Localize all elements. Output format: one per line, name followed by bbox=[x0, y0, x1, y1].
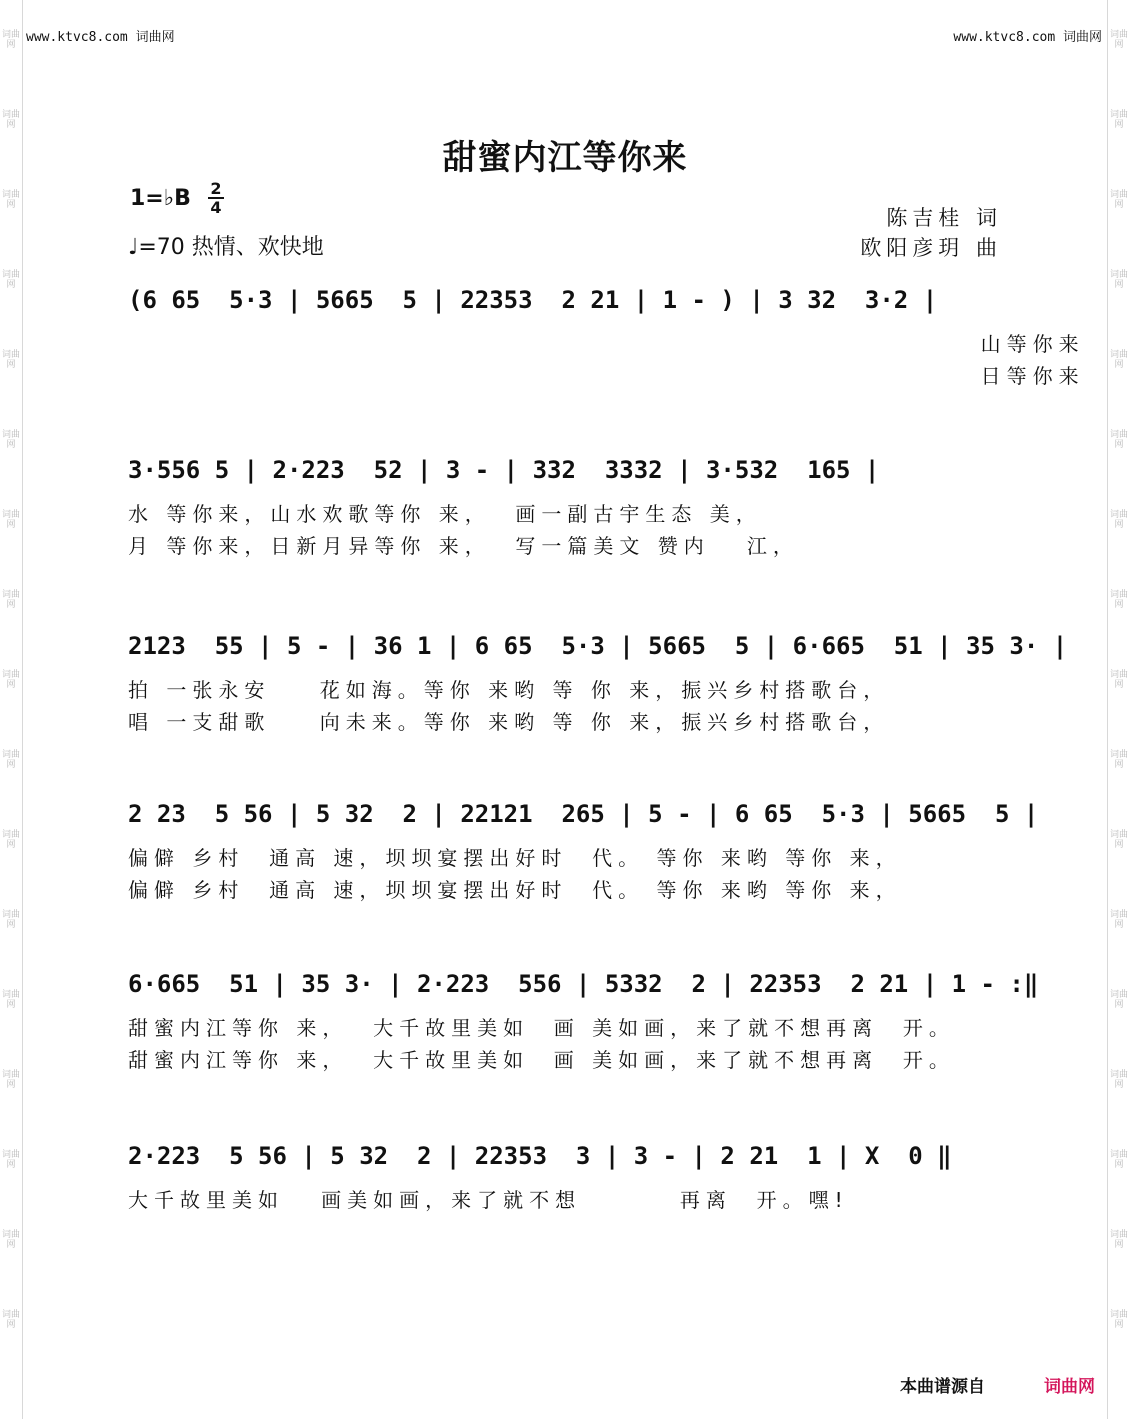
score-system-5 bbox=[128, 970, 1039, 1090]
time-signature bbox=[208, 180, 224, 216]
notation-line: 2123 55 | 5 - | 36 1 | 6 65 5·3 | 5665 5 | 6·665 51 | 35 3· | bbox=[128, 632, 1068, 660]
side-watermark: 词曲网 bbox=[1109, 990, 1128, 1010]
side-watermark: 词曲网 bbox=[1, 430, 20, 450]
tempo-marking: ♩=70 热情、欢快地 bbox=[128, 235, 324, 260]
top-right-watermark: www.ktvc8.com 词曲网 bbox=[953, 30, 1102, 45]
lyrics-verse-1: 水 等你来，山水欢歌等你 来， 画一副古宇生态 美， bbox=[128, 502, 762, 526]
side-watermark: 词曲网 bbox=[1, 1230, 20, 1250]
time-signature-bottom: 4 bbox=[210, 198, 222, 217]
score-system-3 bbox=[128, 632, 1068, 752]
score-system-4 bbox=[128, 800, 1039, 920]
side-watermark: 词曲网 bbox=[1, 670, 20, 690]
side-watermark: 词曲网 bbox=[1, 1070, 20, 1090]
side-watermark: 词曲网 bbox=[1109, 1070, 1128, 1090]
notation-line: 2·223 5 56 | 5 32 2 | 22353 3 | 3 - | 2 21 1 | X 0 ‖ bbox=[128, 1142, 952, 1170]
top-left-watermark: www.ktvc8.com 词曲网 bbox=[26, 30, 175, 45]
lyrics-verse-1: 拍 一张永安 花如海。等你 来哟 等 你 来，振兴乡村搭歌台， bbox=[128, 678, 890, 702]
side-watermark: 词曲网 bbox=[1109, 910, 1128, 930]
side-watermark: 词曲网 bbox=[1, 110, 20, 130]
side-watermark: 词曲网 bbox=[1, 1310, 20, 1330]
notation-line: 2 23 5 56 | 5 32 2 | 22121 265 | 5 - | 6 65 5·3 | 5665 5 | bbox=[128, 800, 1039, 828]
side-watermark: 词曲网 bbox=[1, 350, 20, 370]
lyrics-verse-2: 偏僻 乡村 通高 速，坝坝宴摆出好时 代。 等你 来哟 等你 来， bbox=[128, 878, 902, 902]
side-watermark: 词曲网 bbox=[1109, 830, 1128, 850]
lyricist-credit: 陈吉桂 词 bbox=[886, 206, 1002, 230]
side-watermark: 词曲网 bbox=[1109, 430, 1128, 450]
lyrics-verse-2: 月 等你来，日新月异等你 来， 写一篇美文 赞内 江， bbox=[128, 534, 799, 558]
side-watermark: 词曲网 bbox=[1, 750, 20, 770]
side-watermark: 词曲网 bbox=[1, 990, 20, 1010]
side-watermark: 词曲网 bbox=[1109, 350, 1128, 370]
side-watermark: 词曲网 bbox=[1, 270, 20, 290]
score-system-6 bbox=[128, 1142, 1006, 1262]
lyrics-verse-2: 日等你来 bbox=[128, 364, 1085, 388]
side-watermark: 词曲网 bbox=[1109, 110, 1128, 130]
side-watermark: 词曲网 bbox=[1, 190, 20, 210]
lyrics-verse-2: 唱 一支甜歌 向未来。等你 来哟 等 你 来，振兴乡村搭歌台， bbox=[128, 710, 890, 734]
side-watermark: 词曲网 bbox=[1, 910, 20, 930]
lyrics-verse-1: 甜蜜内江等你 来， 大千故里美如 画 美如画，来了就不想再离 开。 bbox=[128, 1016, 955, 1040]
side-watermark: 词曲网 bbox=[1109, 1310, 1128, 1330]
side-watermark: 词曲网 bbox=[1109, 510, 1128, 530]
lyrics-verse-1: 偏僻 乡村 通高 速，坝坝宴摆出好时 代。 等你 来哟 等你 来， bbox=[128, 846, 902, 870]
notation-line: (6 65 5·3 | 5665 5 | 22353 2 21 | 1 - ) | 3 32 3·2 | bbox=[128, 286, 938, 314]
side-watermark: 词曲网 bbox=[1109, 1230, 1128, 1250]
side-watermark: 词曲网 bbox=[1, 830, 20, 850]
notation-line: 6·665 51 | 35 3· | 2·223 556 | 5332 2 | 22353 2 21 | 1 - :‖ bbox=[128, 970, 1039, 998]
side-watermark: 词曲网 bbox=[1109, 190, 1128, 210]
side-watermark: 词曲网 bbox=[1109, 750, 1128, 770]
footer-site-link[interactable]: 词曲网 bbox=[1044, 1377, 1095, 1397]
notation-line: 3·556 5 | 2·223 52 | 3 - | 332 3332 | 3·532 165 | bbox=[128, 456, 880, 484]
side-watermark: 词曲网 bbox=[1109, 30, 1128, 50]
side-watermark: 词曲网 bbox=[1, 1150, 20, 1170]
side-watermark: 词曲网 bbox=[1, 510, 20, 530]
left-watermark-strip bbox=[0, 0, 23, 1419]
key-signature: 1=♭B bbox=[130, 186, 191, 211]
side-watermark: 词曲网 bbox=[1109, 670, 1128, 690]
song-title: 甜蜜内江等你来 bbox=[442, 138, 688, 178]
side-watermark: 词曲网 bbox=[1, 30, 20, 50]
side-watermark: 词曲网 bbox=[1109, 270, 1128, 290]
score-system-1 bbox=[128, 286, 1085, 406]
lyrics-verse-1: 大千故里美如 画美如画，来了就不想 再离 开。嘿! bbox=[128, 1188, 849, 1212]
side-watermark: 词曲网 bbox=[1109, 590, 1128, 610]
lyrics-verse-1: 山等你来 bbox=[128, 332, 1085, 356]
lyrics-verse-2: 甜蜜内江等你 来， 大千故里美如 画 美如画，来了就不想再离 开。 bbox=[128, 1048, 955, 1072]
side-watermark: 词曲网 bbox=[1109, 1150, 1128, 1170]
time-signature-top: 2 bbox=[210, 179, 222, 198]
footer-source-label: 本曲谱源自 bbox=[900, 1377, 985, 1397]
score-system-2 bbox=[128, 456, 1006, 576]
side-watermark: 词曲网 bbox=[1, 590, 20, 610]
right-watermark-strip bbox=[1107, 0, 1130, 1419]
composer-credit: 欧阳彦玥 曲 bbox=[860, 236, 1002, 260]
